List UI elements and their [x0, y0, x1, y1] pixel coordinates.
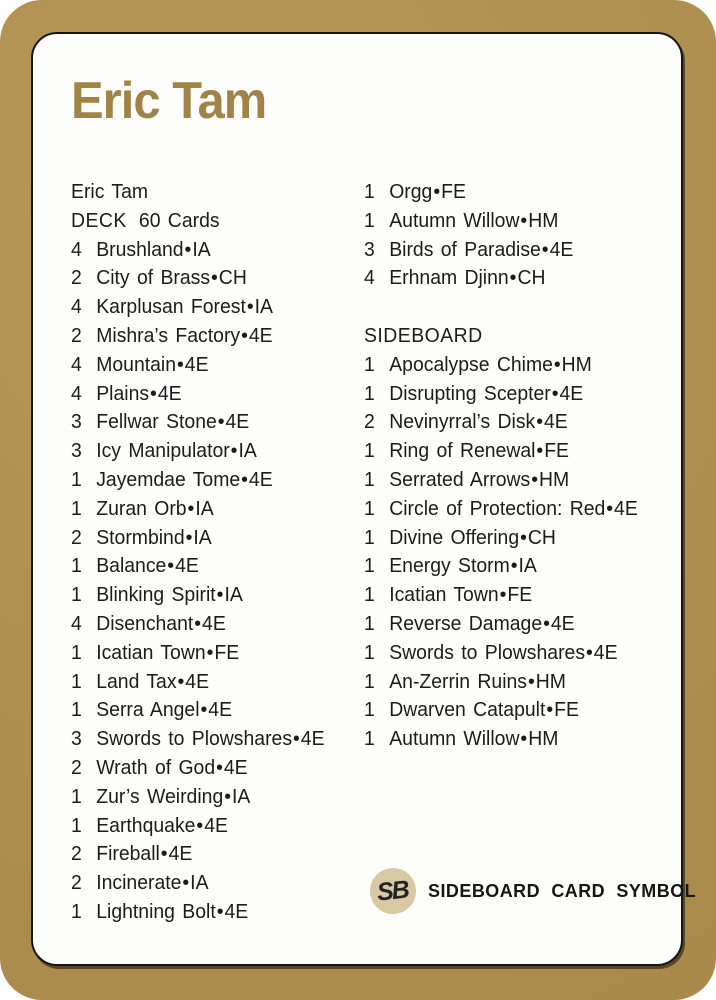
card-qty: 2 [71, 872, 82, 895]
bullet-separator: • [510, 555, 518, 578]
deck-entries-right [364, 178, 638, 293]
card-name: Lightning Bolt [96, 900, 216, 923]
card-name-set [96, 696, 232, 725]
set-code: IA [231, 785, 251, 808]
card-name: Icy Manipulator [96, 440, 230, 463]
card-name-set [389, 351, 592, 380]
set-code: 4E [224, 900, 249, 923]
card-entry [364, 408, 638, 437]
bullet-separator: • [520, 209, 528, 232]
card-name-set [96, 754, 247, 783]
set-code: FE [441, 181, 466, 203]
set-code: 4E [549, 238, 574, 261]
bullet-separator: • [211, 267, 218, 290]
set-code: 4E [204, 814, 228, 837]
card-name-set [389, 236, 573, 265]
card-title: Eric Tam [71, 72, 267, 130]
card-qty: 1 [71, 814, 82, 837]
card-entry [71, 495, 325, 524]
card-qty: 1 [364, 641, 375, 664]
card-qty: 1 [364, 353, 375, 376]
card-name-set [96, 610, 226, 639]
card-name-set [389, 466, 569, 495]
card-qty: 1 [71, 497, 82, 520]
bullet-separator: • [217, 411, 225, 434]
card-entry [71, 869, 325, 898]
card-name: Circle of Protection: Red [389, 497, 606, 520]
bullet-separator: • [224, 785, 232, 808]
set-code: IA [190, 872, 209, 895]
card-qty: 1 [71, 785, 82, 808]
card-name: Land Tax [96, 670, 177, 693]
set-code: 4E [248, 468, 273, 491]
card-qty: 4 [71, 238, 82, 261]
card-name: Serrated Arrows [389, 468, 531, 491]
card-name-set [96, 322, 272, 351]
bullet-separator: • [182, 872, 190, 895]
card-entry [71, 466, 325, 495]
card-qty: 2 [71, 526, 82, 549]
card-qty: 1 [364, 468, 375, 491]
card-name: An-Zerrin Ruins [389, 670, 528, 693]
bullet-separator: • [177, 670, 185, 693]
card-entry [364, 668, 638, 697]
card-qty: 1 [364, 728, 375, 751]
card-qty: 4 [364, 267, 375, 290]
sideboard-legend [370, 868, 704, 914]
card-entry [71, 725, 325, 754]
deck-list-left-column [71, 178, 325, 927]
card-qty: 2 [364, 411, 375, 434]
card-name: Fireball [96, 843, 160, 866]
bullet-separator: • [216, 900, 224, 923]
sideboard-label: SIDEBOARD [364, 324, 483, 347]
card-qty: 3 [71, 411, 82, 434]
card-name: Stormbind [96, 526, 185, 549]
bullet-separator: • [551, 382, 559, 405]
bullet-separator: • [230, 440, 238, 463]
set-code: 4E [223, 756, 248, 779]
card-entry [364, 610, 638, 639]
card-inner-panel [31, 32, 697, 966]
card-qty: 3 [364, 238, 375, 261]
card-entry [71, 783, 325, 812]
set-code: HM [535, 670, 566, 693]
set-code: 4E [175, 555, 199, 578]
bullet-separator: • [177, 353, 184, 376]
set-code: IA [254, 296, 273, 319]
card-name-set [96, 293, 273, 322]
card-name: Ring of Renewal [389, 440, 536, 463]
bullet-separator: • [184, 238, 192, 261]
card-entry [364, 581, 638, 610]
card-name: Balance [96, 555, 167, 578]
set-code: CH [527, 526, 556, 549]
bullet-separator: • [196, 814, 204, 837]
card-name-set [389, 380, 583, 409]
card-qty: 1 [71, 468, 82, 491]
card-qty: 1 [364, 584, 375, 607]
set-code: HM [561, 353, 592, 376]
card-qty: 1 [71, 584, 82, 607]
card-name-set [96, 581, 243, 610]
card-name-set [389, 524, 556, 553]
card-name-set [389, 408, 568, 437]
set-code: 4E [550, 612, 575, 635]
card-entry [364, 696, 638, 725]
set-code: 4E [300, 728, 325, 751]
set-code: 4E [225, 411, 250, 434]
card-entry [364, 437, 638, 466]
card-name: Birds of Paradise [389, 238, 541, 261]
card-entry [71, 812, 325, 841]
set-code: 4E [157, 382, 182, 405]
card-entry [364, 466, 638, 495]
card-name-set [96, 466, 272, 495]
bullet-separator: • [200, 699, 208, 722]
bullet-separator: • [150, 382, 157, 405]
deck-label: DECK [71, 209, 127, 232]
card-entry [71, 696, 325, 725]
card-entry [364, 178, 638, 207]
bullet-separator: • [241, 468, 248, 491]
card-name: Disenchant [96, 612, 194, 635]
bullet-separator: • [160, 843, 168, 866]
card-entry [71, 581, 325, 610]
set-code: IA [238, 440, 257, 463]
sideboard-entries [364, 351, 638, 754]
card-name: Brushland [96, 238, 184, 261]
set-code: FE [544, 440, 569, 463]
card-name: Divine Offering [389, 526, 520, 549]
card-name-set [96, 495, 213, 524]
card-qty: 1 [364, 612, 375, 635]
set-code: 4E [593, 641, 618, 664]
set-code: 4E [559, 382, 584, 405]
card-entry [364, 264, 638, 293]
bullet-separator: • [541, 238, 549, 261]
deck-count: 60 Cards [138, 209, 220, 232]
card-name: Earthquake [96, 814, 196, 837]
card-entry [364, 725, 638, 754]
card-name: Mishra’s Factory [96, 324, 241, 347]
card-name: Plains [96, 382, 150, 405]
card-name-set [389, 639, 617, 668]
card-qty: 1 [364, 555, 375, 578]
card-name: Zur’s Weirding [96, 785, 224, 808]
card-name: Jayemdae Tome [96, 468, 241, 491]
bullet-separator: • [216, 756, 223, 779]
set-code: HM [528, 209, 559, 232]
card-name: Dwarven Catapult [389, 699, 546, 722]
card-name-set [389, 552, 537, 581]
bullet-separator: • [509, 267, 517, 290]
card-name-set [389, 207, 558, 236]
card-qty: 4 [71, 382, 82, 405]
set-code: IA [224, 584, 243, 607]
card-name: Zuran Orb [96, 497, 187, 520]
card-name-set [389, 437, 569, 466]
card-qty: 1 [364, 440, 375, 463]
bullet-separator: • [185, 526, 193, 549]
bullet-separator: • [520, 526, 527, 549]
card-name: Orgg [389, 181, 433, 203]
set-code: 4E [614, 497, 638, 520]
set-code: 4E [543, 411, 568, 434]
set-code: FE [554, 699, 579, 722]
set-code: 4E [184, 353, 209, 376]
set-code: IA [192, 238, 211, 261]
set-code: 4E [202, 612, 226, 635]
card-name-set [96, 236, 210, 265]
card-entry [364, 495, 638, 524]
card-name-set [96, 840, 192, 869]
card-qty: 4 [71, 353, 82, 376]
bullet-separator: • [527, 670, 535, 693]
card-name: Karplusan Forest [96, 296, 246, 319]
card-name: Nevinyrral’s Disk [389, 411, 536, 434]
set-code: FE [214, 641, 240, 664]
deck-entries-left [71, 236, 325, 927]
card-name: Fellwar Stone [96, 411, 217, 434]
card-name-set [96, 408, 249, 437]
card-entry [71, 840, 325, 869]
bullet-separator: • [536, 411, 544, 434]
card-entry [364, 524, 638, 553]
card-entry [71, 293, 325, 322]
card-name-set [96, 437, 257, 466]
set-code: CH [218, 267, 247, 290]
set-code: IA [518, 555, 537, 578]
card-name: Swords to Plowshares [96, 728, 293, 751]
bullet-separator: • [206, 641, 214, 664]
bullet-separator: • [531, 468, 539, 491]
card-entry [71, 754, 325, 783]
card-name: Blinking Spirit [96, 584, 216, 607]
card-qty: 2 [71, 324, 82, 347]
deck-list-right-column [364, 178, 638, 754]
sideboard-symbol-icon [370, 868, 416, 914]
bullet-separator: • [543, 612, 550, 635]
player-name-line [71, 178, 325, 207]
bullet-separator: • [606, 497, 614, 520]
card-name-set [96, 264, 247, 293]
bullet-separator: • [546, 699, 554, 722]
card-qty: 1 [71, 699, 82, 722]
card-name-set [96, 812, 228, 841]
card-name: Icatian Town [389, 584, 499, 607]
card-name-set [96, 783, 250, 812]
set-code: FE [507, 584, 533, 607]
card-entry [364, 380, 638, 409]
legend-label: SIDEBOARD CARD SYMBOL [428, 880, 697, 901]
bullet-separator: • [167, 555, 175, 578]
card-name: Reverse Damage [389, 612, 543, 635]
bullet-separator: • [293, 728, 300, 751]
card-name: Autumn Willow [389, 728, 520, 751]
bullet-separator: • [499, 584, 507, 607]
card-name: Icatian Town [96, 641, 206, 664]
bullet-separator: • [586, 641, 593, 664]
column-spacer [364, 293, 638, 322]
card-name-set [389, 668, 566, 697]
card-qty: 1 [364, 670, 375, 693]
card-name: Apocalypse Chime [389, 353, 553, 376]
card-qty: 1 [364, 181, 375, 203]
card-entry [71, 524, 325, 553]
card-name-set [389, 581, 532, 610]
card-entry [364, 236, 638, 265]
card-name-set [96, 639, 239, 668]
card-qty: 2 [71, 267, 82, 290]
card-qty: 1 [364, 382, 375, 405]
bullet-separator: • [553, 353, 561, 376]
card-name: City of Brass [96, 267, 211, 290]
set-code: HM [528, 728, 559, 751]
set-code: 4E [185, 670, 210, 693]
card-name-set [389, 696, 579, 725]
card-name-set [389, 264, 545, 293]
card-entry [364, 639, 638, 668]
card-qty: 2 [71, 843, 82, 866]
card-name: Mountain [96, 353, 177, 376]
card-qty: 1 [364, 209, 375, 232]
card-name-set [389, 725, 558, 754]
card-name-set [389, 610, 574, 639]
card-name-set [389, 495, 638, 524]
card-entry [71, 610, 325, 639]
card-name: Autumn Willow [389, 209, 520, 232]
card-qty: 3 [71, 440, 82, 463]
card-qty: 4 [71, 612, 82, 635]
card-qty: 1 [364, 526, 375, 549]
card-qty: 1 [364, 699, 375, 722]
card-entry [364, 207, 638, 236]
bullet-separator: • [520, 728, 528, 751]
card-entry [71, 437, 325, 466]
sb-symbol-text: SB [375, 875, 409, 907]
card-entry [71, 408, 325, 437]
card-qty: 4 [71, 296, 82, 319]
card-entry [71, 668, 325, 697]
card-name-set [96, 380, 181, 409]
bullet-separator: • [433, 181, 441, 203]
card-name-set [96, 351, 208, 380]
card-entry [71, 639, 325, 668]
set-code: 4E [168, 843, 193, 866]
set-code: 4E [248, 324, 273, 347]
set-code: CH [517, 267, 546, 290]
card-qty: 1 [71, 670, 82, 693]
bullet-separator: • [194, 612, 202, 635]
set-code: HM [538, 468, 570, 491]
card-name-set [96, 668, 209, 697]
card-name: Swords to Plowshares [389, 641, 586, 664]
card-qty: 1 [71, 641, 82, 664]
card-name-set [96, 725, 324, 754]
card-name: Erhnam Djinn [389, 267, 509, 290]
card-entry [71, 351, 325, 380]
player-name: Eric Tam [71, 181, 149, 203]
card-entry [71, 322, 325, 351]
card-entry [71, 236, 325, 265]
card-name: Energy Storm [389, 555, 510, 578]
card-entry [71, 898, 325, 927]
bullet-separator: • [536, 440, 544, 463]
set-code: IA [193, 526, 212, 549]
card-qty: 1 [71, 900, 82, 923]
card-name-set [96, 524, 212, 553]
bullet-separator: • [187, 497, 195, 520]
card-name-set [96, 898, 248, 927]
bullet-separator: • [241, 324, 248, 347]
deck-header-line [71, 207, 325, 236]
card-name: Wrath of God [96, 756, 216, 779]
bullet-separator: • [216, 584, 224, 607]
bullet-separator: • [246, 296, 254, 319]
card-qty: 1 [71, 555, 82, 578]
card-name-set [389, 178, 466, 207]
card-entry [71, 264, 325, 293]
card-qty: 2 [71, 756, 82, 779]
set-code: IA [195, 497, 214, 520]
card-entry [364, 351, 638, 380]
card-entry [71, 380, 325, 409]
card-name: Disrupting Scepter [389, 382, 551, 405]
card-entry [364, 552, 638, 581]
card-name: Serra Angel [96, 699, 200, 722]
card-name-set [96, 552, 199, 581]
card-entry [71, 552, 325, 581]
card-qty: 1 [364, 497, 375, 520]
card-name: Incinerate [96, 872, 182, 895]
card-qty: 3 [71, 728, 82, 751]
set-code: 4E [208, 699, 233, 722]
card-name-set [96, 869, 208, 898]
